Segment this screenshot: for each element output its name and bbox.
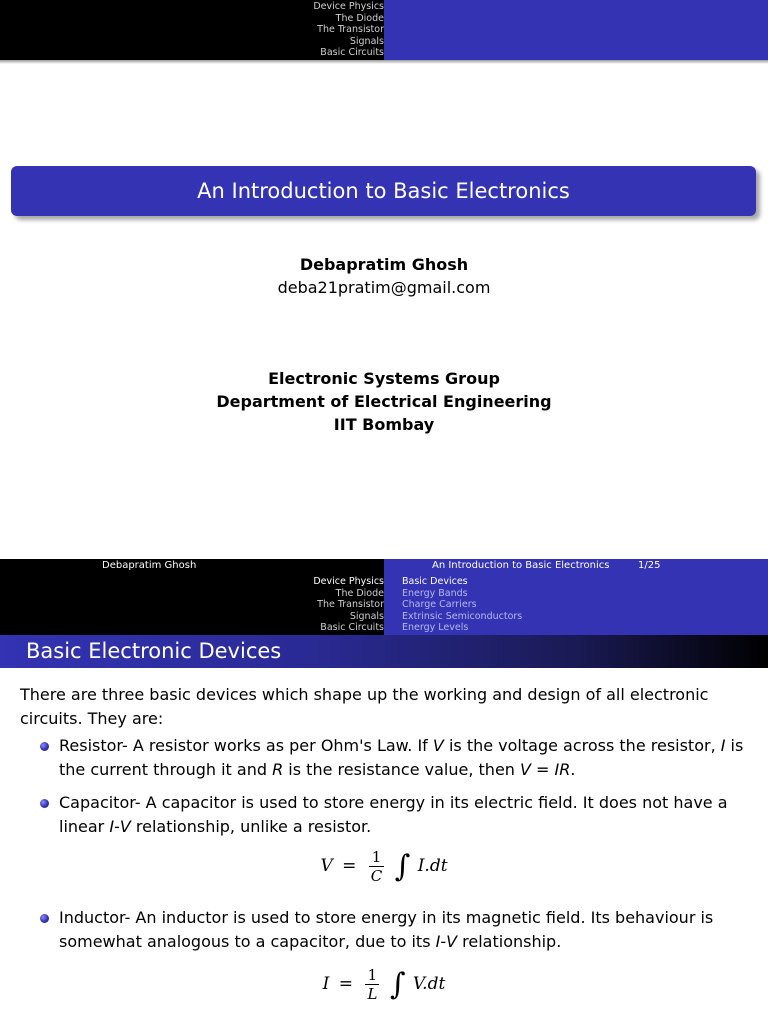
nav-section-device-physics[interactable]: Device Physics	[313, 576, 384, 587]
frame-title-bar	[0, 635, 768, 668]
bullet-icon	[40, 914, 49, 923]
section-navigation-2	[18, 576, 384, 634]
intro-paragraph: There are three basic devices which shape up the working and design of all electronic circuits. They are:	[20, 685, 709, 728]
integral-symbol: ∫	[389, 967, 406, 1002]
nav-section-the-transistor[interactable]: The Transistor	[317, 599, 384, 610]
presentation-title-box	[11, 166, 756, 216]
presentation-title: An Introduction to Basic Electronics	[197, 179, 570, 203]
bullet-icon	[40, 799, 49, 808]
nav-subsection-energy-bands[interactable]: Energy Bands	[402, 587, 468, 599]
author-name: Debapratim Ghosh	[299, 255, 469, 274]
slide1-header-left	[0, 0, 384, 60]
header-shadow	[0, 60, 768, 64]
nav-section-basic-circuits[interactable]: Basic Circuits	[320, 622, 384, 633]
nav-section-the-diode[interactable]: The Diode	[335, 12, 384, 24]
nav-section-device-physics[interactable]: Device Physics	[313, 1, 384, 12]
institute-name: IIT Bombay	[333, 415, 435, 434]
nav-section-the-transistor[interactable]: The Transistor	[317, 24, 384, 35]
nav-section-signals[interactable]: Signals	[349, 610, 384, 622]
capacitor-equation: V = $\frac{1}{C}$ ∫ I.dt	[320, 848, 448, 885]
subsection-navigation	[402, 576, 522, 634]
footer-title: An Introduction to Basic Electronics	[432, 560, 610, 571]
institute-department: Department of Electrical Engineering	[216, 392, 552, 411]
nav-section-signals[interactable]: Signals	[349, 35, 384, 47]
slide2-header-left	[0, 575, 384, 635]
nav-section-the-diode[interactable]: The Diode	[335, 587, 384, 599]
institute-group: Electronic Systems Group	[268, 369, 500, 388]
footer-title-bar	[384, 559, 768, 575]
section-navigation	[18, 1, 384, 59]
bullet-inductor: Inductor- An inductor is used to store energy in its magnetic field. Its behaviour is somewhat analogous to a capacitor, due to its I-V relationship.	[40, 906, 750, 953]
bullet-resistor: Resistor- A resistor works as per Ohm's Law. If V is the voltage across the resistor, I is the current through it and R is the resistance value, then V = IR.	[40, 734, 750, 781]
inductor-equation: I = $\frac{1}{L}$ ∫ V.dt	[322, 966, 446, 1003]
footer-author-bar	[0, 559, 384, 575]
device-bullet-list-2	[40, 906, 750, 963]
frame-title: Basic Electronic Devices	[26, 639, 282, 663]
nav-subsection-extrinsic-semiconductors[interactable]: Extrinsic Semiconductors	[402, 610, 523, 622]
nav-subsection-charge-carriers[interactable]: Charge Carriers	[402, 599, 477, 610]
institute-block	[0, 367, 768, 436]
nav-subsection-basic-devices[interactable]: Basic Devices	[402, 576, 468, 587]
fraction: $\frac{1}{C}$	[370, 848, 383, 885]
slide1-header-right	[384, 0, 768, 60]
integral-symbol: ∫	[394, 849, 411, 884]
footer-author: Debapratim Ghosh	[102, 560, 197, 571]
author-email: deba21pratim@gmail.com	[277, 278, 491, 297]
device-bullet-list	[40, 734, 750, 848]
bullet-icon	[40, 742, 49, 751]
nav-section-basic-circuits[interactable]: Basic Circuits	[320, 47, 384, 58]
footer-page-number: 1/25	[638, 560, 661, 571]
fraction: $\frac{1}{L}$	[367, 966, 378, 1003]
nav-subsection-energy-levels[interactable]: Energy Levels	[402, 622, 469, 633]
bullet-capacitor: Capacitor- A capacitor is used to store energy in its electric field. It does not have a linear I-V relationship, unlike a resistor.	[40, 791, 750, 838]
